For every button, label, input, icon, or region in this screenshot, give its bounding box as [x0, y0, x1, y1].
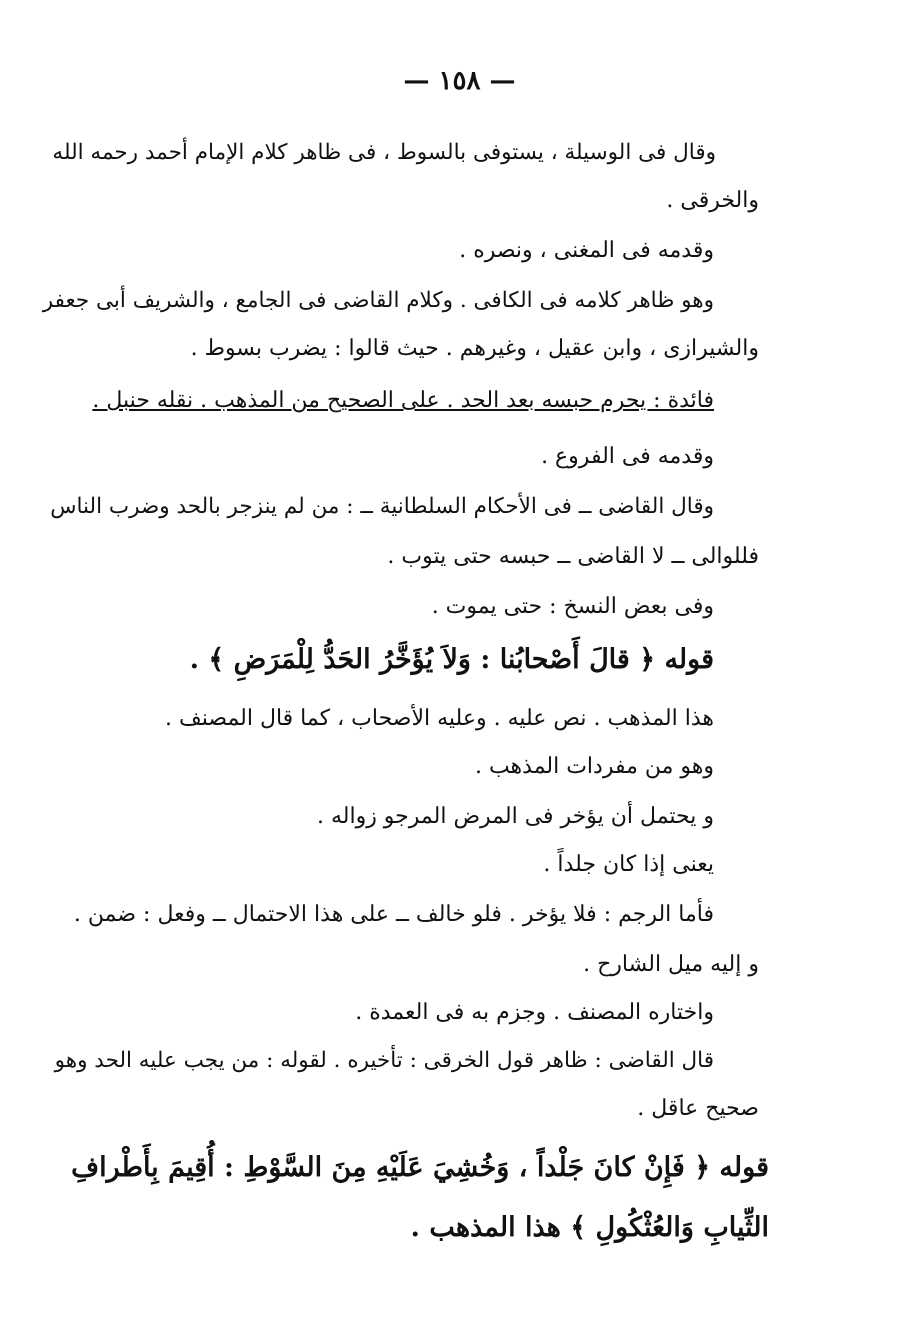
text-line: قال القاضى : ظاهر قول الخرقى : تأخيره . لقوله : من يجب عليه الحد وهو	[54, 1048, 714, 1073]
text-line: وقال فى الوسيلة ، يستوفى بالسوط ، فى ظاهر كلام الإمام أحمد رحمه الله	[52, 140, 716, 165]
text-line: وقال القاضى ــ فى الأحكام السلطانية ــ : من لم ينزجر بالحد وضرب الناس	[50, 494, 714, 519]
text-line: صحيح عاقل .	[637, 1096, 759, 1121]
benefit-note-line: فائدة : يحرم حبسه بعد الحد . على الصحيح من المذهب . نقله حنبل .	[92, 388, 714, 413]
text-line: وهو من مفردات المذهب .	[474, 754, 714, 779]
text-line: وفى بعض النسخ : حتى يموت .	[431, 594, 714, 619]
text-line: واختاره المصنف . وجزم به فى العمدة .	[355, 1000, 714, 1025]
quoted-statement-line: الثِّيابِ وَالعُثْكُولِ ﴾ هذا المذهب .	[410, 1212, 769, 1243]
page-number: — ١٥٨ —	[403, 66, 516, 96]
text-line: والشيرازى ، وابن عقيل ، وغيرهم . حيث قالوا : يضرب بسوط .	[190, 336, 759, 361]
text-line: فللوالى ــ لا القاضى ــ حبسه حتى يتوب .	[387, 544, 759, 569]
text-line: وقدمه فى الفروع .	[541, 444, 714, 469]
quoted-statement-line: قوله ﴿ فَإِنْ كانَ جَلْداً ، وَخُشِيَ عَلَيْهِ مِنَ السَّوْطِ : أُقِيمَ بِأَطْرافِ	[71, 1152, 769, 1183]
text-line: وهو ظاهر كلامه فى الكافى . وكلام القاضى فى الجامع ، والشريف أبى جعفر	[42, 288, 714, 313]
quoted-statement-line: قوله ﴿ قالَ أَصْحابُنا : وَلاَ يُؤَخَّرُ الحَدُّ لِلْمَرَضِ ﴾ .	[189, 644, 714, 675]
text-line: والخرقى .	[666, 188, 759, 213]
text-line: و يحتمل أن يؤخر فى المرض المرجو زواله .	[316, 804, 714, 829]
text-line: هذا المذهب . نص عليه . وعليه الأصحاب ، كما قال المصنف .	[164, 706, 714, 731]
text-line: فأما الرجم : فلا يؤخر . فلو خالف ــ على هذا الاحتمال ــ وفعل : ضمن .	[73, 902, 714, 927]
text-line: وقدمه فى المغنى ، ونصره .	[459, 238, 714, 263]
text-line: و إليه ميل الشارح .	[583, 952, 759, 977]
text-line: يعنى إذا كان جلداً .	[543, 852, 714, 877]
